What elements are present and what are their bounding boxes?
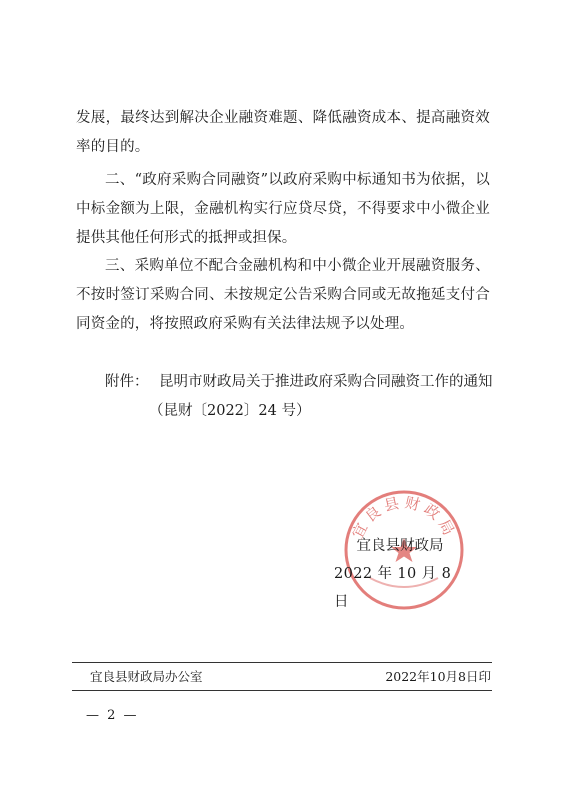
footer-rule-bottom (72, 690, 492, 691)
attachment-doc-number: （昆财〔2022〕24 号） (149, 403, 311, 419)
issue-date: 2022 年 10 月 8 日 (334, 566, 452, 610)
footer-print-date: 2022年10月8日印 (385, 669, 491, 684)
paragraph-item-2: 二、“政府采购合同融资”以政府采购中标通知书为依据，以中标金额为上限，金融机构实行应贷尽贷，不得要求中小微企业提供其他任何形式的抵押或担保。 (76, 172, 490, 246)
attachment-block (105, 368, 525, 426)
attachment-label: 附件： (105, 374, 149, 390)
paragraph-continuation: 发展，最终达到解决企业融资难题、降低融资成本、提高融资效率的目的。 (76, 110, 490, 155)
footer-rule-top (72, 662, 492, 663)
paragraph-item-3: 三、采购单位不配合金融机构和中小微企业开展融资服务、不按时签订采购合同、未按规定公告采购合同或无故拖延支付合同资金的，将按照政府采购有关法律法规予以处理。 (76, 258, 490, 332)
attachment-title: 昆明市财政局关于推进政府采购合同融资工作的通知 (159, 374, 493, 390)
footer-office: 宜良县财政局办公室 (90, 669, 203, 684)
page-number: — 2 — (86, 708, 139, 723)
issuer-name: 宜良县财政局 (356, 538, 444, 554)
seal-text: 宜良县财政局 (348, 493, 460, 542)
